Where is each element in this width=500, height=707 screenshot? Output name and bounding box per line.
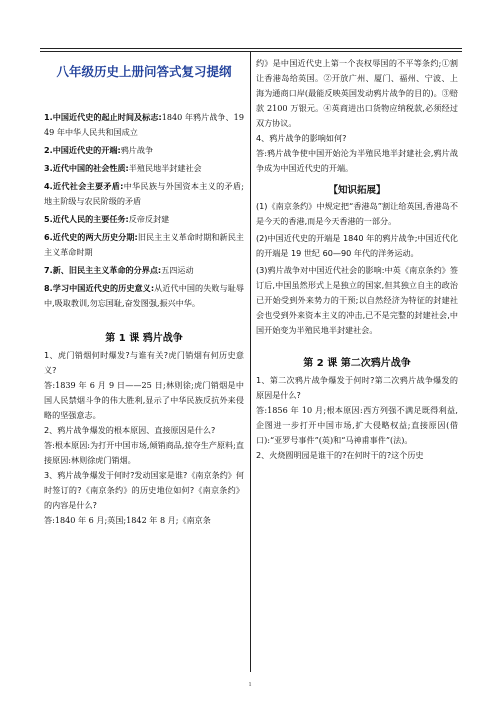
lesson2-question-1: 1、第二次鸦片战争爆发于何时?第二次鸦片战争爆发的原因是什么? (256, 375, 458, 400)
document-title: 八年级历史上册问答式复习提纲 (56, 64, 232, 79)
page-number: 1 (248, 682, 252, 688)
lesson1-question-4: 4、鸦片战争的影响如何? (256, 133, 347, 143)
expansion-item-2: (2)中国近代史的开端是 1840 年的鸦片战争;中国近代化的开端是 19 世纪 60—90 年代的洋务运动。 (256, 233, 458, 258)
lesson1-answer-4: 答:鸦片战争使中国开始沦为半殖民地半封建社会,鸦片战争成为中国近代史的开端。 (256, 148, 458, 173)
lesson1-answer-3-start: 答:1840 年 6 月;英国;1842 年 8 月;《南京条 (44, 515, 211, 525)
lesson1-question-3: 3、鸦片战争爆发于何时?发动国家是谁?《南京条约》何时签订的?《南京条约》的历史地位如何?《南京条约》的内容是什么? (44, 470, 244, 510)
lesson2-answer-1: 答:1856 年 10 月;根本原因:西方列强不满足既得利益,企图进一步打开中国市场,扩大侵略权益;直接原因(借口):“亚罗号事件”(英)和“马神甫事件”(法)。 (256, 405, 458, 445)
lesson1-answer-3-continued: 约》是中国近代史上第一个丧权辱国的不平等条约;①割让香港岛给英国。②开放广州、厦门、福州、宁波、上海为通商口岸(最能反映英国发动鸦片战争的目的)。③赔款 2100 万银元。④英商进出口货物应纳税款,必须经过双方协议。 (256, 58, 458, 128)
left-column (44, 56, 244, 528)
outline-item-7: 7.新、旧民主主义革命的分界点:五四运动 (44, 265, 194, 275)
lesson1-answer-2: 答:根本原因:为打开中国市场,倾销商品,掠夺生产原料;直接原因:林则徐虎门销烟。 (44, 440, 244, 465)
outline-item-4: 4.近代社会主要矛盾:中华民族与外国资本主义的矛盾;地主阶级与农民阶级的矛盾 (44, 181, 244, 206)
outline-item-8: 8.学习中国近代史的历史意义:从近代中国的失败与耻辱中,吸取教训,勿忘国耻,奋发图强,振兴中华。 (44, 283, 244, 308)
lesson1-answer-1: 答:1839 年 6 月 9 日——25 日;林则徐;虎门销烟是中国人民禁烟斗争的伟大胜利,显示了中华民族反抗外来侵略的坚强意志。 (44, 380, 244, 420)
top-rule (40, 48, 462, 49)
top-rule-inner (40, 51, 462, 52)
outline-item-3: 3.近代中国的社会性质:半殖民地半封建社会 (44, 163, 202, 173)
expansion-item-1: (1)《南京条约》中规定把“香港岛”割让给英国,香港岛不是今天的香港,而是今天香港的一部分。 (256, 201, 458, 226)
lesson1-question-2: 2、鸦片战争爆发的根本原因、直接原因是什么? (44, 425, 216, 435)
outline-item-1: 1.中国近代史的起止时间及标志:1840 年鸦片战争、1949 年中华人民共和国成立 (44, 112, 244, 137)
column-divider (250, 51, 251, 672)
lesson2-question-2: 2、火烧圆明园是谁干的?在何时干的?这个历史 (256, 450, 424, 460)
outline-item-2: 2.中国近代史的开端:鸦片战争 (44, 145, 154, 155)
lesson1-question-1: 1、虎门销烟何时爆发?与谁有关?虎门销烟有何历史意义? (44, 350, 244, 375)
lesson-1-title: 第 1 课 鸦片战争 (105, 333, 183, 344)
lesson-2-title: 第 2 课 第二次鸦片战争 (303, 358, 411, 369)
right-column (256, 56, 458, 463)
outline-item-5: 5.近代人民的主要任务:反帝反封建 (44, 214, 170, 224)
outline-item-6: 6.近代史的两大历史分期:旧民主主义革命时期和新民主主义革命时期 (44, 232, 244, 257)
expansion-item-3: (3)鸦片战争对中国近代社会的影响:中英《南京条约》签订后,中国虽然形式上是独立的国家,但其独立自主的政治已开始受到外来势力的干预;以自然经济为特征的封建社会也受到外来资本主义的冲击,已不是完整的封建社会,中国开始变为半殖民地半封建社会。 (256, 265, 458, 335)
knowledge-expansion-title: 【知识拓展】 (328, 185, 386, 196)
